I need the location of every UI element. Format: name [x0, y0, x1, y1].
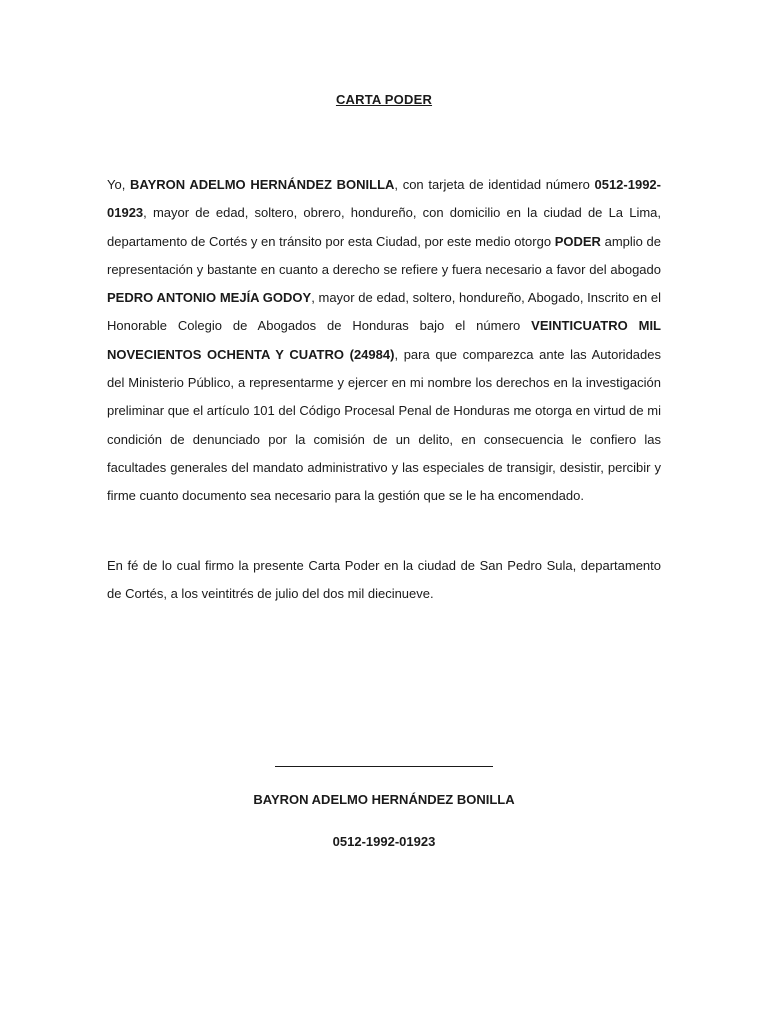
text-segment: amplio de representación y bastante en cuanto a derecho se refiere y fuera necesario a favor del abogado: [107, 233, 661, 277]
document-title: CARTA PODER: [335, 92, 433, 107]
grantor-name: BAYRON ADELMO HERNÁNDEZ BONILLA: [130, 177, 395, 192]
signature-name: BAYRON ADELMO HERNÁNDEZ BONILLA: [253, 792, 515, 807]
signature-id-number: 0512-1992-01923: [332, 834, 436, 849]
paragraph-closing: En fé de lo cual firmo la presente Carta Poder en la ciudad de San Pedro Sula, departamento de Cortés, a los veintitrés de julio del dos mil diecinueve.: [107, 558, 661, 602]
text-segment: Yo,: [107, 177, 130, 192]
poder-word: PODER: [554, 233, 601, 249]
text-segment: , mayor de edad, soltero, obrero, hondureño, con domicilio en la ciudad de La Lima, departamento de Cortés y en tránsito por esta Ciudad, por este medio otorgo: [107, 205, 661, 249]
attorney-name: PEDRO ANTONIO MEJÍA GODOY: [107, 290, 312, 306]
paragraph-poder: [107, 171, 661, 511]
text-segment: , mayor de edad, soltero, hondureño, Abogado, Inscrito en el Honorable Colegio de Abogados de Honduras bajo el número: [107, 290, 661, 334]
text-segment: , con tarjeta de identidad número: [394, 177, 595, 192]
grantor-id: 0512-1992-01923: [107, 177, 661, 221]
text-segment: , para que comparezca ante las Autoridades del Ministerio Público, a representarme y ejercer en mi nombre los derechos en la investigación preliminar que el artículo 101 del Código Procesal Penal de Honduras me otorga en virtud de mi condición de denunciado por la comisión de un delito, en consecuencia le confiero las facultades generales del mandato administrativo y las especiales de transigir, desistir, percibir y firme cuanto documento sea necesario para la gestión que se le ha encomendado.: [107, 346, 661, 504]
signature-line: [275, 766, 493, 767]
registration-number: VEINTICUATRO MIL NOVECIENTOS OCHENTA Y CUATRO (24984): [107, 318, 661, 362]
